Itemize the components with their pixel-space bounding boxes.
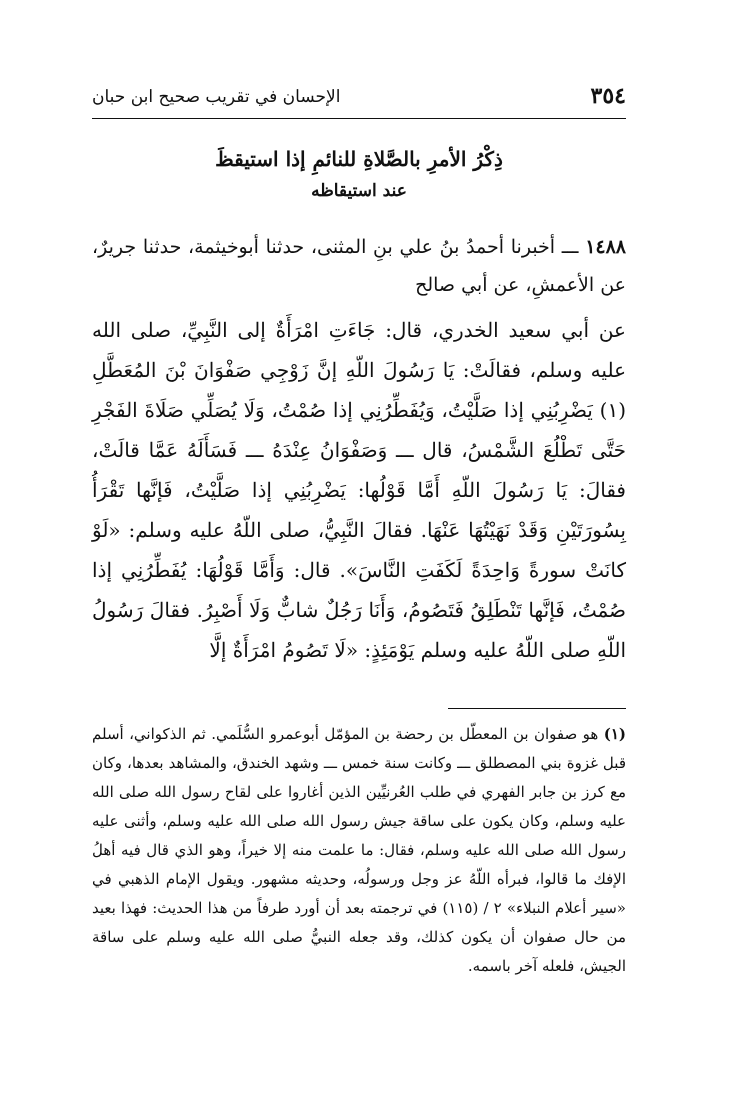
footnote-text: هو صفوان بن المعطّل بن رحضة بن المؤمّل أبوعمرو السُّلَمي. ثم الذكواني، أسلم قبل غزوة بني المصطلق ـــ وكانت سنة خمس ـــ وشهد الخندق، والمشاهد بعدها، وكان مع كرز بن جابر الفهري في طلب العُرنيِّين الذين أغاروا على لقاح رسول الله صلى الله عليه وسلم، وكان يكون على ساقة جيش رسول الله صلى الله عليه وسلم، وأثنى عليه رسول الله صلى الله عليه وسلم، فقال: ما علمت منه إلا خيراً، وهو الذي قال فيه أهلُ الإفك ما قالوا، فبرأه اللّهُ عز وجل ورسولُه، وحديثه مشهور. ويقول الإمام الذهبي في «سير أعلام النبلاء» ٢ / (١١٥) في ترجمته بعد أن أورد طرفاً من هذا الحديث: فهذا بعيد من حال صفوان أن يكون كذلك، وقد جعله النبيُّ صلى الله عليه وسلم على ساقة الجيش، فلعله آخر باسمه. bbox=[92, 725, 626, 975]
hadith-isnad: ـــ أخبرنا أحمدُ بنُ علي بنِ المثنى، حدثنا أبوخيثمة، حدثنا جريرٌ، عن الأعمشِ، عن أبي صالح bbox=[92, 236, 626, 296]
book-title: الإحسان في تقريب صحيح ابن حبان bbox=[92, 87, 341, 107]
hadith-body bbox=[92, 228, 626, 670]
footnote-marker: (١) bbox=[603, 725, 626, 743]
footnote-separator bbox=[448, 708, 626, 709]
running-head bbox=[92, 80, 626, 122]
page-number: ٣٥٤ bbox=[590, 83, 626, 109]
section-heading bbox=[92, 142, 626, 206]
hadith-number: ١٤٨٨ bbox=[585, 236, 627, 258]
book-page bbox=[92, 80, 626, 1040]
footnote bbox=[92, 720, 626, 981]
section-heading-subtitle: عند استيقاظه bbox=[311, 181, 407, 201]
hadith-matn: عن أبي سعيد الخدري، قال: جَاءَتِ امْرَأَةٌ إلى النَّبِيِّ، صلى الله عليه وسلم، فقالَتْ: يَا رَسُولَ اللّهِ إنَّ زَوْجِي صَفْوَانَ بْنَ المُعَطَّلِ (١) يَضْرِبُنِي إذا صَلَّيْتُ، وَيُفَطِّرُنِي إذا صُمْتُ، وَلَا يُصَلِّي صَلَاةَ الفَجْرِ حَتَّى تَطْلُعَ الشَّمْسُ، قال ـــ وَصَفْوَانُ عِنْدَهُ ـــ فَسَأَلَهُ عَمَّا قالَتْ، فقالَ: يَا رَسُولَ اللّهِ أَمَّا قَوْلُها: يَضْرِبُنِي إذا صَلَّيْتُ، فَإنَّها تَقْرَأُ بِسُورَتَيْنِ وَقَدْ نَهَيْتُهَا عَنْهَا. فقالَ النَّبِيُّ، صلى اللّهُ عليه وسلم: «لَوْ كانَتْ سورةً وَاحِدَةً لَكَفَتِ النَّاسَ». قال: وَأَمَّا قَوْلُهَا: يُفَطِّرُنِي إذا صُمْتُ، فَإنَّها تَنْطَلِقُ فَتَصُومُ، وَأَنَا رَجُلٌ شابٌّ وَلَا أَصْبِرُ. فقالَ رَسُولُ اللّهِ صلى اللّهُ عليه وسلم يَوْمَئِذٍ: «لَا تَصُومُ امْرَأَةٌ إلَّا bbox=[92, 318, 626, 662]
section-heading-title: ذِكْرُ الأمرِ بالصَّلاةِ للنائمِ إذا استيقظَ bbox=[215, 147, 503, 171]
hadith-isnad-paragraph bbox=[92, 228, 626, 304]
header-rule bbox=[92, 118, 626, 119]
